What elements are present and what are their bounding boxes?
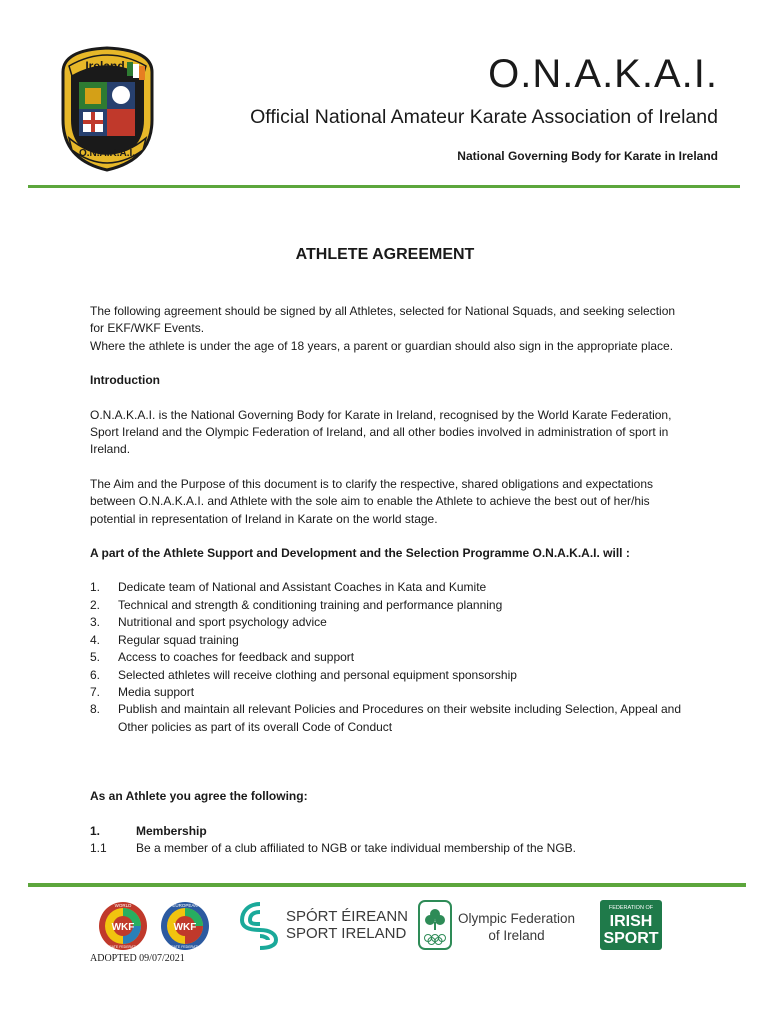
header-divider	[28, 185, 740, 188]
list-item-text: Technical and strength & conditioning training and performance planning	[118, 597, 503, 612]
programme-heading: A part of the Athlete Support and Development and the Selection Programme O.N.A.K.A.I. will :	[90, 546, 630, 561]
list-item-number: 4.	[90, 632, 101, 647]
olympic-line-2: of Ireland	[488, 928, 545, 943]
list-item-text: Dedicate team of National and Assistant Coaches in Kata and Kumite	[118, 580, 487, 595]
sport-ireland-logo	[238, 900, 418, 952]
list-item	[90, 614, 690, 631]
list-item	[90, 649, 690, 666]
membership-clause-text: Be a member of a club affiliated to NGB or take individual membership of the NGB.	[136, 840, 576, 855]
list-item-text: Media support	[118, 684, 195, 699]
list-item-number: 8.	[90, 702, 101, 717]
list-item-text: Selected athletes will receive clothing and personal equipment sponsorship	[118, 667, 517, 682]
list-item	[90, 667, 690, 684]
membership-number: 1.	[90, 823, 101, 838]
athlete-agreement-heading: As an Athlete you agree the following:	[90, 789, 308, 804]
programme-list	[90, 579, 690, 736]
membership-title: Membership	[136, 823, 207, 838]
ekf-wkf-label: WKF	[173, 922, 197, 933]
list-item	[90, 632, 690, 649]
wkf-label: WKF	[111, 922, 135, 933]
wkf-top-text: WORLD	[114, 903, 132, 908]
list-item-number: 2.	[90, 597, 101, 612]
list-item-number: 7.	[90, 684, 101, 699]
logo-top-text: Ireland	[85, 59, 125, 73]
membership-clause-number: 1.1	[90, 840, 107, 855]
shamrock-rings-icon	[418, 900, 452, 950]
list-item	[90, 579, 690, 596]
sport-ireland-irish: SPÓRT ÉIREANN	[286, 908, 408, 925]
list-item-text: Nutritional and sport psychology advice	[118, 615, 327, 630]
list-item	[90, 701, 690, 736]
org-subtitle: Official National Amateur Karate Association of Ireland	[250, 106, 718, 128]
list-item-text: Regular squad training	[118, 632, 239, 647]
sport-ireland-english: SPORT IRELAND	[286, 925, 407, 942]
org-title: O.N.A.K.A.I.	[488, 52, 718, 96]
logo-bottom-text: O.N.A.K.A.I.	[78, 148, 136, 159]
list-item	[90, 597, 690, 614]
introduction-heading: Introduction	[90, 373, 160, 388]
org-tagline: National Governing Body for Karate in Ireland	[457, 149, 718, 163]
introduction-paragraph-2: The Aim and the Purpose of this document is to clarify the respective, shared obligations and expectations between O.N.A.K.A.I. and Athlete with the sole aim to enable the Athlete to achieve the best out of her/his potential in representation of Ireland in Karate on the world stage.	[90, 476, 653, 526]
document-title: ATHLETE AGREEMENT	[295, 246, 475, 263]
list-item-text: Publish and maintain all relevant Policies and Procedures on their website including Selection, Appeal and Other policies as part of its overall Code of Conduct	[118, 702, 682, 734]
irish-sport-line-2: IRISH	[609, 913, 653, 930]
irish-sport-line-1: FEDERATION OF	[608, 905, 654, 911]
olympic-federation-logo	[418, 900, 588, 952]
irish-sport-line-3: SPORT	[603, 930, 659, 947]
membership-clause	[90, 840, 690, 857]
list-item-number: 3.	[90, 615, 101, 630]
wkf-bottom-text: KARATE FEDERATION	[104, 945, 142, 949]
sport-ireland-text	[286, 908, 408, 942]
olympic-line-1: Olympic Federation	[458, 911, 576, 926]
ekf-top-text: EUROPEAN	[172, 903, 198, 908]
ekf-logo	[160, 900, 210, 957]
ekf-bottom-text: KARATE FEDERATION	[166, 945, 204, 949]
list-item-number: 5.	[90, 650, 101, 665]
document-body	[90, 303, 690, 857]
sport-ireland-swirl-icon	[238, 900, 282, 950]
intro-paragraph-2: Where the athlete is under the age of 18 years, a parent or guardian should also sign in the appropriate place.	[90, 338, 674, 353]
list-item	[90, 684, 690, 701]
adopted-date: ADOPTED 09/07/2021	[90, 953, 185, 964]
olympic-federation-text	[458, 910, 575, 944]
wkf-logo	[98, 900, 148, 957]
introduction-paragraph-1: O.N.A.K.A.I. is the National Governing Body for Karate in Ireland, recognised by the World Karate Federation, Sport Ireland and the Olympic Federation of Ireland, and all other bodies involved in administration of sport in Ireland.	[90, 407, 672, 457]
federation-irish-sport-logo	[600, 900, 662, 955]
list-item-number: 1.	[90, 580, 101, 595]
onakai-crest-logo	[55, 42, 160, 172]
footer-divider	[28, 883, 746, 887]
sponsor-logos	[98, 896, 698, 956]
membership-section-heading	[90, 823, 690, 840]
list-item-number: 6.	[90, 667, 101, 682]
intro-paragraph-1: The following agreement should be signed by all Athletes, selected for National Squads, and seeking selection for EKF/WKF Events.	[90, 304, 676, 336]
list-item-text: Access to coaches for feedback and support	[118, 650, 355, 665]
